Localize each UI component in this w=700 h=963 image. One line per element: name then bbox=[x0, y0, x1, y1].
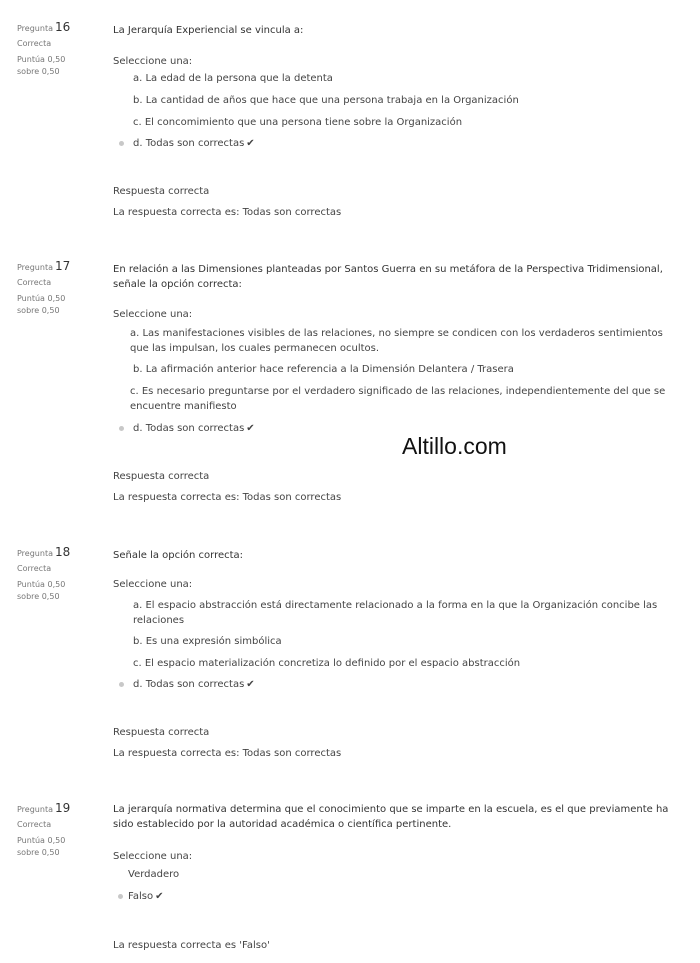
question-grade bbox=[17, 835, 107, 859]
question-label: Pregunta bbox=[17, 263, 53, 272]
grade-line-2: sobre 0,50 bbox=[17, 848, 60, 857]
question-info bbox=[17, 259, 107, 317]
option-a[interactable] bbox=[130, 326, 675, 356]
grade-line-1: Puntúa 0,50 bbox=[17, 55, 66, 64]
option-b[interactable] bbox=[133, 634, 282, 649]
question-status: Correcta bbox=[17, 820, 52, 829]
question-number: 17 bbox=[54, 259, 71, 273]
option-b[interactable] bbox=[133, 93, 519, 108]
option-verdadero[interactable] bbox=[128, 867, 179, 882]
option-d[interactable] bbox=[133, 421, 255, 436]
option-b[interactable] bbox=[133, 362, 514, 377]
correct-answer-feedback: La respuesta correcta es: Todas son correctas bbox=[113, 207, 342, 218]
question-grade bbox=[17, 54, 107, 78]
question-number: 16 bbox=[54, 20, 71, 34]
check-icon: ✔ bbox=[246, 138, 255, 149]
question-number: 18 bbox=[54, 545, 71, 559]
question-heading bbox=[17, 545, 107, 559]
question-status: Correcta bbox=[17, 278, 52, 287]
radio-selected-icon[interactable] bbox=[119, 141, 124, 146]
question-label: Pregunta bbox=[17, 549, 53, 558]
grade-line-2: sobre 0,50 bbox=[17, 67, 60, 76]
option-label: d. Todas son correctas bbox=[133, 679, 245, 690]
grade-line-2: sobre 0,50 bbox=[17, 306, 60, 315]
question-status: Correcta bbox=[17, 39, 52, 48]
question-info bbox=[17, 20, 107, 78]
watermark-text: Altillo.com bbox=[402, 433, 507, 459]
option-label: a. Las manifestaciones visibles de las relaciones, no siempre se condicen con los verdaderos sentimientos que las impulsan, los cuales permanecen ocultos. bbox=[130, 328, 663, 354]
question-status: Correcta bbox=[17, 564, 52, 573]
question-text: Señale la opción correcta: bbox=[113, 550, 244, 561]
question-number: 19 bbox=[54, 801, 71, 815]
radio-selected-icon[interactable] bbox=[118, 894, 123, 899]
check-icon: ✔ bbox=[246, 679, 255, 690]
feedback-status: Respuesta correcta bbox=[113, 471, 210, 482]
correct-answer-feedback: La respuesta correcta es: Todas son correctas bbox=[113, 492, 342, 503]
question-heading bbox=[17, 259, 107, 273]
feedback-status: Respuesta correcta bbox=[113, 727, 210, 738]
question-grade bbox=[17, 579, 107, 603]
option-label: c. El concomimiento que una persona tiene sobre la Organización bbox=[133, 117, 463, 128]
select-one-prompt: Seleccione una: bbox=[113, 579, 193, 590]
option-label: c. El espacio materialización concretiza lo definido por el espacio abstracción bbox=[133, 658, 521, 669]
option-d[interactable] bbox=[133, 136, 255, 151]
select-one-prompt: Seleccione una: bbox=[113, 309, 193, 320]
select-one-prompt: Seleccione una: bbox=[113, 851, 193, 862]
question-info bbox=[17, 545, 107, 603]
option-label: Falso bbox=[128, 891, 154, 902]
option-c[interactable] bbox=[130, 384, 675, 414]
question-text: La Jerarquía Experiencial se vincula a: bbox=[113, 25, 304, 36]
question-heading bbox=[17, 801, 107, 815]
question-text: La jerarquía normativa determina que el conocimiento que se imparte en la escuela, es el que previamente ha sido establecido por la autoridad académica o científica pertinente. bbox=[113, 804, 669, 830]
option-label: a. La edad de la persona que la detenta bbox=[133, 73, 333, 84]
grade-line-2: sobre 0,50 bbox=[17, 592, 60, 601]
option-c[interactable] bbox=[133, 115, 462, 130]
question-grade bbox=[17, 293, 107, 317]
option-label: c. Es necesario preguntarse por el verdadero significado de las relaciones, independientemente del que se encuentre manifiesto bbox=[130, 386, 666, 412]
question-text: En relación a las Dimensiones planteadas por Santos Guerra en su metáfora de la Perspectiva Tridimensional, señale la opción correcta: bbox=[113, 264, 663, 290]
radio-selected-icon[interactable] bbox=[119, 426, 124, 431]
option-label: b. La afirmación anterior hace referencia a la Dimensión Delantera / Trasera bbox=[133, 364, 514, 375]
grade-line-1: Puntúa 0,50 bbox=[17, 580, 66, 589]
check-icon: ✔ bbox=[155, 891, 164, 902]
option-falso[interactable] bbox=[128, 889, 163, 904]
option-a[interactable] bbox=[133, 598, 678, 628]
radio-selected-icon[interactable] bbox=[119, 682, 124, 687]
grade-line-1: Puntúa 0,50 bbox=[17, 294, 66, 303]
question-label: Pregunta bbox=[17, 805, 53, 814]
option-label: a. El espacio abstracción está directamente relacionado a la forma en la que la Organización concibe las relaciones bbox=[133, 600, 658, 626]
option-c[interactable] bbox=[133, 656, 520, 671]
option-label: d. Todas son correctas bbox=[133, 138, 245, 149]
feedback-status: Respuesta correcta bbox=[113, 186, 210, 197]
select-one-prompt: Seleccione una: bbox=[113, 56, 193, 67]
correct-answer-feedback: La respuesta correcta es 'Falso' bbox=[113, 940, 270, 951]
option-a[interactable] bbox=[133, 71, 333, 86]
option-label: b. La cantidad de años que hace que una persona trabaja en la Organización bbox=[133, 95, 519, 106]
option-label: b. Es una expresión simbólica bbox=[133, 636, 282, 647]
correct-answer-feedback: La respuesta correcta es: Todas son correctas bbox=[113, 748, 342, 759]
option-d[interactable] bbox=[133, 677, 255, 692]
question-heading bbox=[17, 20, 107, 34]
option-label: d. Todas son correctas bbox=[133, 423, 245, 434]
option-label: Verdadero bbox=[128, 869, 180, 880]
check-icon: ✔ bbox=[246, 423, 255, 434]
question-info bbox=[17, 801, 107, 859]
question-label: Pregunta bbox=[17, 24, 53, 33]
grade-line-1: Puntúa 0,50 bbox=[17, 836, 66, 845]
